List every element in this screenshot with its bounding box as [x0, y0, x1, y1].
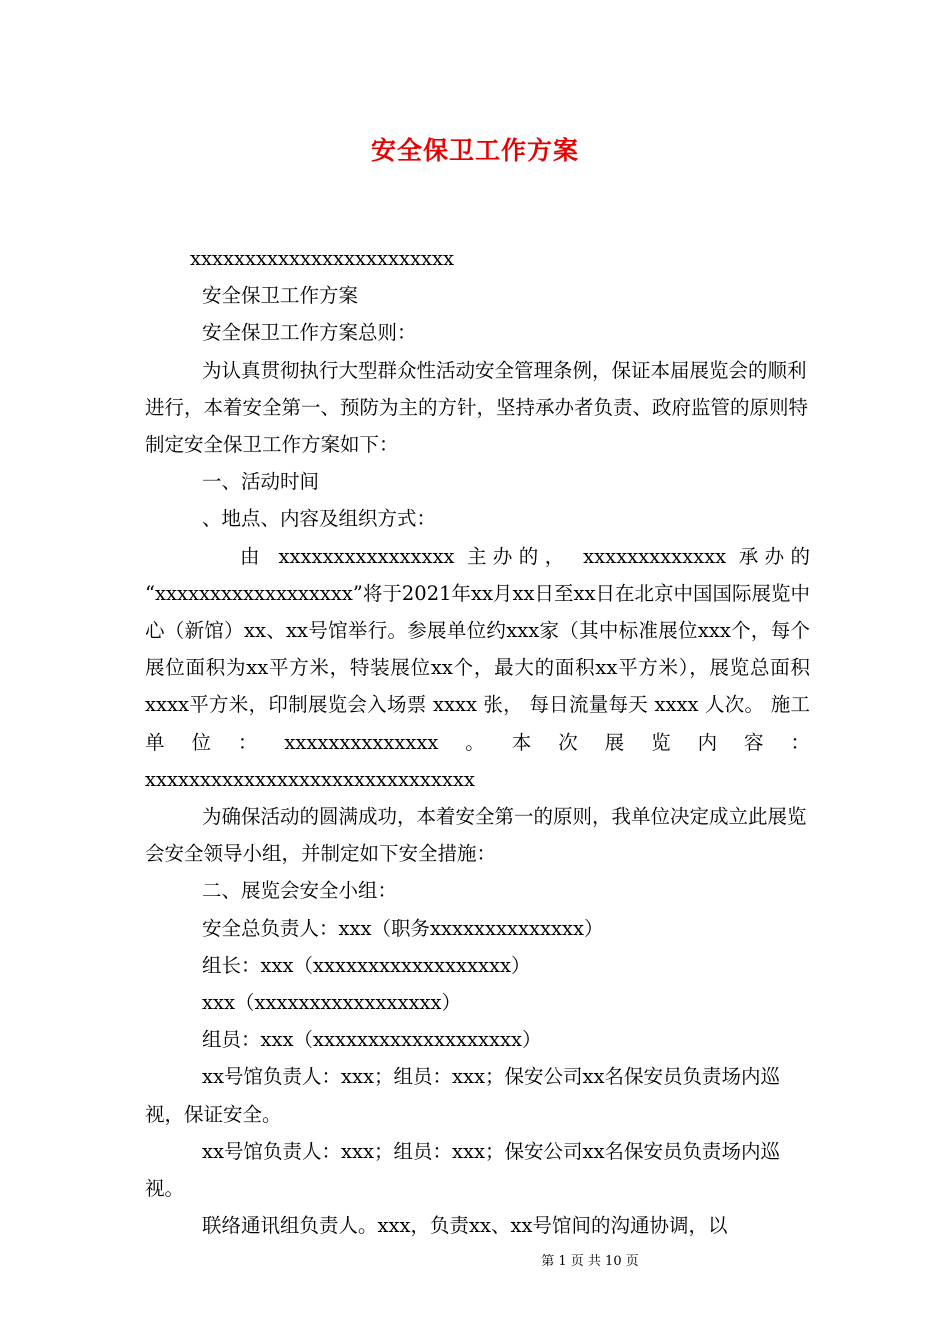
- paragraph-members: 组员：xxx（xxxxxxxxxxxxxxxxxxx）: [202, 1028, 542, 1052]
- paragraph-section-two: 二、展览会安全小组：: [202, 879, 398, 903]
- paragraph-general-heading: 安全保卫工作方案总则：: [202, 321, 417, 345]
- paragraph-hall-a: xx号馆负责人：xxx；组员：xxx；保安公司xx名保安员负责场内巡视，保证安全。: [145, 1065, 780, 1126]
- paragraph-section-one-cont: 、地点、内容及组织方式：: [202, 507, 437, 531]
- paragraph-code: xxxxxxxxxxxxxxxxxxxxxxxx: [190, 247, 454, 270]
- paragraph-deputy: xxx（xxxxxxxxxxxxxxxxx）: [202, 991, 461, 1015]
- paragraph-general-text: 为认真贯彻执行大型群众性活动安全管理条例，保证本届展览会的顺利进行，本着安全第一、预防为主的方针，坚持承办者负责、政府监管的原则特制定安全保卫工作方案如下：: [145, 358, 809, 457]
- paragraph-section-one: 一、活动时间: [202, 470, 320, 494]
- document-body: [145, 240, 810, 1244]
- paragraph-liaison: 联络通讯组负责人。xxx，负责xx、xx号馆间的沟通协调，以: [202, 1214, 728, 1238]
- paragraph-event-details: “xxxxxxxxxxxxxxxxxx”将于2021年xx月xx日至xx日在北京中国国际展览中心（新馆）xx、xx号馆举行。参展单位约xxx家（其中标准展位xxx个，每个展位面积为xx平方米，特装展位xx个，最大的面积xx平方米），展览总面积xxxx平方米，印制展览会入场票 xxxx 张， 每日流量每天 xxxx 人次。 施工单位：xxxxxxxxxxxxxx。本次展览内容：xxxxxxxxxxxxxxxxxxxxxxxxxxxxxx: [145, 581, 810, 791]
- paragraph-leader: 组长：xxx（xxxxxxxxxxxxxxxxxx）: [202, 953, 531, 977]
- paragraph-safety-intent: 为确保活动的圆满成功，本着安全第一的原则，我单位决定成立此展览会安全领导小组，并制定如下安全措施：: [145, 805, 807, 866]
- page-footer: 第 1 页 共 10 页: [541, 1254, 639, 1269]
- document-title: 安全保卫工作方案: [370, 136, 579, 165]
- paragraph-chief: 安全总负责人：xxx（职务xxxxxxxxxxxxxx）: [202, 916, 604, 940]
- paragraph-hall-b: xx号馆负责人：xxx；组员：xxx；保安公司xx名保安员负责场内巡视。: [145, 1139, 780, 1201]
- paragraph-organizer: 由 xxxxxxxxxxxxxxxx 主办的， xxxxxxxxxxxxx 承办的: [240, 544, 810, 568]
- paragraph-subtitle: 安全保卫工作方案: [202, 284, 359, 308]
